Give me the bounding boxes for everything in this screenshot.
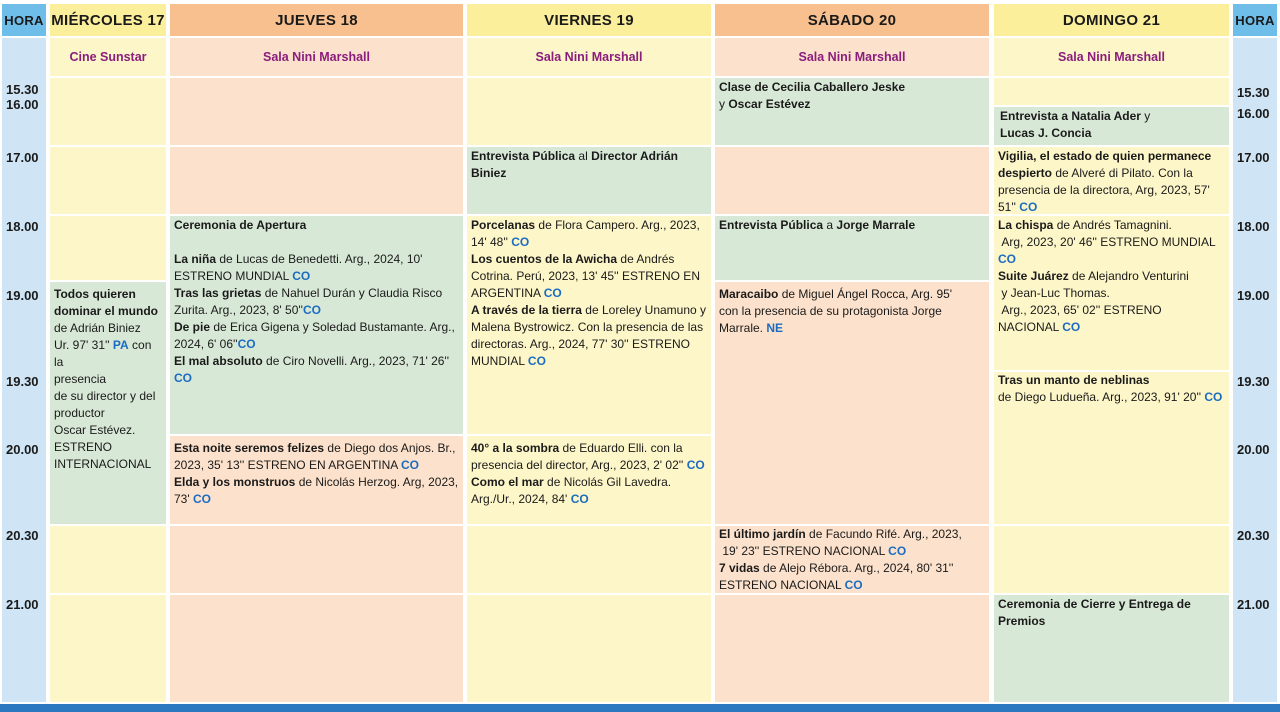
event-title: Oscar Estévez [728, 97, 811, 111]
event-jueves-block-1800 [170, 251, 463, 387]
jue-row-1700 [170, 147, 463, 214]
sab-row-2100 [715, 595, 989, 702]
event-title: Lucas J. Concia [1000, 126, 1092, 140]
event-title: De pie [174, 320, 211, 334]
venue-sabado: Sala Nini Marshall [715, 38, 989, 76]
time-label-left: 20.30 [6, 528, 39, 543]
event-title: Suite Juárez [998, 269, 1069, 283]
time-label-right: 21.00 [1237, 597, 1270, 612]
event-title: Tras un manto de neblinas [998, 373, 1150, 387]
co-badge: CO [292, 269, 311, 283]
event-title: Ceremonia de Apertura [174, 218, 307, 232]
event-ceremonia-apertura [170, 217, 463, 234]
event-title: Entrevista Pública [471, 149, 576, 163]
event-detail: INTERNACIONAL [54, 457, 152, 471]
event-title: Porcelanas [471, 218, 536, 232]
event-detail: de Ciro Novelli. Arg., 2023, 71' 26'' [266, 354, 450, 368]
time-label-right: 16.00 [1237, 106, 1270, 121]
event-detail: de Diego Ludueña. Arg., 2023, 91' 20'' [998, 390, 1202, 404]
time-label-left: 16.00 [6, 97, 39, 112]
sab-row-1700 [715, 147, 989, 214]
event-detail: ESTRENO [54, 440, 113, 454]
mie-row-1530 [50, 78, 166, 145]
event-title: 7 vidas [719, 561, 760, 575]
event-title: Ceremonia de Cierre y Entrega de Premios [998, 597, 1191, 628]
co-badge: CO [192, 492, 211, 506]
event-detail: a [826, 218, 834, 232]
vie-row-1530 [467, 78, 711, 145]
event-detail: de Andrés Cotrina. Perú, 2023, 13' 45'' ESTRENO EN ARGENTINA [471, 252, 700, 300]
event-detail: de Lucas de Benedetti. Arg., 2024, 10' ESTRENO MUNDIAL [174, 252, 423, 283]
co-badge: CO [1019, 200, 1038, 214]
event-todos-quieren-dominar [50, 286, 166, 473]
co-badge: CO [302, 303, 321, 317]
event-detail: de Alejandro Venturini [1072, 269, 1189, 283]
event-title: El último jardín [719, 527, 806, 541]
time-label-left: 15.30 [6, 82, 39, 97]
event-detail: Ur. 97' 31'' [54, 338, 110, 352]
event-detail: ESTRENO NACIONAL [719, 578, 842, 592]
co-badge: CO [527, 354, 546, 368]
event-detail: con la presencia de su protagonista Jorge Marrale. [719, 304, 942, 335]
time-label-left: 19.00 [6, 288, 39, 303]
event-tras-las-grietas [174, 285, 459, 319]
day-header-miercoles: MIÉRCOLES 17 [50, 4, 166, 36]
event-esta-noite [174, 440, 459, 474]
event-la-chispa [998, 217, 1225, 268]
co-badge: CO [400, 458, 419, 472]
day-header-domingo: DOMINGO 21 [994, 4, 1229, 36]
event-el-ultimo-jardin [719, 526, 985, 560]
event-viernes-block-1800 [467, 217, 711, 370]
co-badge: CO [1062, 320, 1081, 334]
event-de-pie [174, 319, 459, 353]
event-detail: de Nicolás Herzog. Arg, 2023, 73' [174, 475, 459, 506]
co-badge: CO [570, 492, 589, 506]
event-entrevista-biniez [467, 148, 711, 182]
event-title: Clase de Cecilia Caballero Jeske [719, 80, 906, 94]
venue-viernes: Sala Nini Marshall [467, 38, 711, 76]
jue-row-1530 [170, 78, 463, 145]
co-badge: CO [888, 544, 907, 558]
event-entrevista-marrale [715, 217, 989, 234]
time-label-right: 15.30 [1237, 85, 1270, 100]
event-title: El mal absoluto [174, 354, 263, 368]
vie-row-2030 [467, 526, 711, 593]
event-detail: productor [54, 406, 105, 420]
time-label-right: 19.00 [1237, 288, 1270, 303]
event-detail: de Alveré di Pilato. Con la presencia de la directora, Arg, 2023, 57' 51'' [998, 166, 1210, 214]
time-label-right: 19.30 [1237, 374, 1270, 389]
day-header-jueves: JUEVES 18 [170, 4, 463, 36]
co-badge: CO [998, 252, 1016, 266]
event-title: Entrevista Pública [719, 218, 824, 232]
event-vigilia [994, 148, 1229, 216]
co-badge: CO [844, 578, 863, 592]
event-title: 40° a la sombra [471, 441, 560, 455]
time-label-right: 18.00 [1237, 219, 1270, 234]
event-7-vidas [719, 560, 985, 594]
event-detail: con la [54, 338, 152, 369]
dom-row-2030 [994, 526, 1229, 593]
bottom-bar [0, 704, 1280, 712]
event-detail: de Nicolás Gil Lavedra. Arg./Ur., 2024, 84' [471, 475, 672, 506]
dom-row-1530 [994, 78, 1229, 105]
co-badge: CO [174, 371, 192, 385]
time-label-left: 17.00 [6, 150, 39, 165]
event-detail: Arg., 2023, 65' 02'' ESTRENO NACIONAL [998, 303, 1162, 334]
event-title: Los cuentos de la Awicha [471, 252, 618, 266]
event-title: Vigilia, el estado de quien permanece despierto [998, 149, 1212, 180]
time-label-left: 19.30 [6, 374, 39, 389]
co-badge: CO [686, 458, 705, 472]
vie-row-2100 [467, 595, 711, 702]
event-title: La chispa [998, 218, 1054, 232]
event-detail: de su director y del [54, 389, 156, 403]
event-detail: y [1144, 109, 1151, 123]
event-title: La niña [174, 252, 217, 266]
event-tras-un-manto [994, 372, 1229, 406]
event-title: Director Adrián Biniez [471, 149, 678, 180]
co-badge: CO [543, 286, 562, 300]
event-title: Tras las grietas [174, 286, 262, 300]
event-a-traves-de-la-tierra [471, 302, 707, 370]
event-detail: de Adrián Biniez [54, 321, 141, 335]
event-domingo-block-1800 [994, 217, 1229, 336]
event-detail: y Jean-Luc Thomas. [1001, 286, 1110, 300]
event-detail: de Andrés Tamagnini. [1056, 218, 1172, 232]
co-badge: CO [1204, 390, 1223, 404]
jue-row-2100 [170, 595, 463, 702]
event-cuentos-awicha [471, 251, 707, 302]
event-jueves-block-2000 [170, 440, 463, 508]
mie-row-1700 [50, 147, 166, 214]
venue-miercoles: Cine Sunstar [50, 38, 166, 76]
venue-jueves: Sala Nini Marshall [170, 38, 463, 76]
event-ceremonia-cierre [994, 596, 1229, 630]
event-detail: de Erica Gigena y Soledad Bustamante. Arg., 2024, 6' 06'' [174, 320, 455, 351]
jue-row-2030 [170, 526, 463, 593]
event-sabado-block-2030 [715, 526, 989, 594]
event-title: Como el mar [471, 475, 544, 489]
day-header-viernes: VIERNES 19 [467, 4, 711, 36]
co-badge: CO [511, 235, 530, 249]
event-detail: de Facundo Rifé. Arg., 2023, [809, 527, 962, 541]
time-label-right: 17.00 [1237, 150, 1270, 165]
mie-row-1800 [50, 216, 166, 280]
event-detail: Arg, 2023, 20' 46'' ESTRENO MUNDIAL [1001, 235, 1216, 249]
event-viernes-block-2000 [467, 440, 711, 508]
event-title: Elda y los monstruos [174, 475, 296, 489]
event-detail: de Alejo Rébora. Arg., 2024, 80' 31'' [763, 561, 954, 575]
ne-badge: NE [766, 321, 784, 335]
event-title: Maracaibo [719, 287, 779, 301]
event-detail: de Flora Campero. Arg., 2023, 14' 48'' [471, 218, 700, 249]
event-title: A través de la tierra [471, 303, 582, 317]
hora-header-right: HORA [1233, 4, 1277, 36]
event-detail: de Loreley Unamuno y Malena Bystrowicz. Con la presencia de las directoras. Arg., 2024, 77' 30'' ESTRENO MUNDIAL [471, 303, 707, 368]
pa-badge: PA [112, 338, 129, 352]
event-40-a-la-sombra [471, 440, 707, 474]
event-detail: de Eduardo Elli. con la presencia del director, Arg., 2023, 2' 02'' [471, 441, 684, 472]
event-suite-juarez [998, 268, 1225, 336]
event-detail: 19' 23'' ESTRENO NACIONAL [722, 544, 885, 558]
hora-header-left: HORA [2, 4, 46, 36]
event-title: Todos quieren dominar el mundo [54, 287, 159, 318]
day-header-sabado: SÁBADO 20 [715, 4, 989, 36]
event-title: Entrevista a Natalia Ader [1000, 109, 1141, 123]
event-maracaibo [715, 286, 989, 337]
event-detail: al [578, 149, 588, 163]
event-title: Esta noite seremos felizes [174, 441, 325, 455]
event-title: Jorge Marrale [836, 218, 916, 232]
event-detail: Oscar Estévez. [54, 423, 136, 437]
venue-domingo: Sala Nini Marshall [994, 38, 1229, 76]
event-detail: de Miguel Ángel Rocca, Arg. 95' [781, 287, 953, 301]
event-detail: presencia [54, 372, 107, 386]
mie-row-2030 [50, 526, 166, 593]
time-label-left: 20.00 [6, 442, 39, 457]
time-label-right: 20.30 [1237, 528, 1270, 543]
event-entrevista-ader-concia [996, 108, 1229, 142]
event-la-nina [174, 251, 459, 285]
event-elda [174, 474, 459, 508]
event-detail: de Diego dos Anjos. Br., 2023, 35' 13'' ESTRENO EN ARGENTINA [174, 441, 456, 472]
time-label-left: 18.00 [6, 219, 39, 234]
time-label-right: 20.00 [1237, 442, 1270, 457]
mie-row-2100 [50, 595, 166, 702]
event-detail: y [719, 97, 725, 111]
event-el-mal-absoluto [174, 353, 459, 387]
event-clase-caballero-jeske [715, 79, 989, 113]
event-detail: de Nahuel Durán y Claudia Risco Zurita. Arg., 2023, 8' 50'' [174, 286, 443, 317]
event-porcelanas [471, 217, 707, 251]
event-como-el-mar [471, 474, 707, 508]
time-label-left: 21.00 [6, 597, 39, 612]
co-badge: CO [237, 337, 256, 351]
